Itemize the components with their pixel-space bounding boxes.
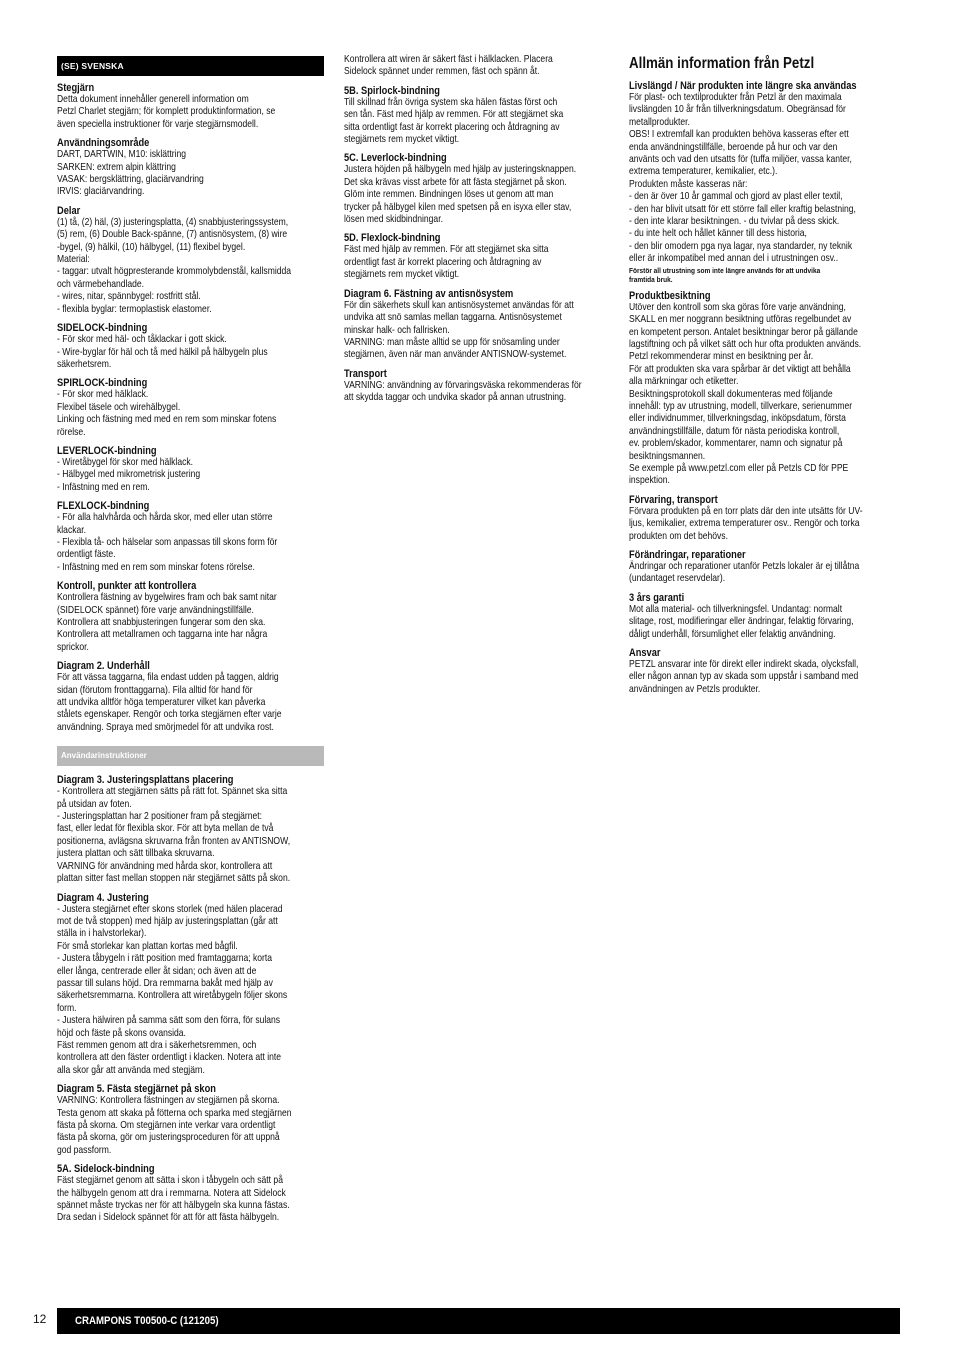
section-body: - Kontrollera att stegjärnen sätts på rätt fot. Spännet ska sitta på utsidan av foten. - Justeringsplattan har 2 positioner fram på stegjärnet: fast, eller ledat för flexibla skor. För att byta mellan de två positionerna, avlägsna skruvarna från fronten av ANTISNOW, justera plattan och sätt tillbaka skruvarna. VARNING för användning med hårda skor, kontrollera att plattan sitter fast mellan stoppen när stegjärnet sätts på skon.	[57, 786, 291, 885]
section	[629, 494, 897, 543]
section-body: VARNING: Kontrollera fästningen av stegjärnen på skorna. Testa genom att skaka på fötterna och sparka med stegjärnen fästa på skorna. Om stegjärnen inte verkar vara ordentligt fästa på skorna, gör om justeringsproceduren för att uppnå god passform.	[57, 1095, 292, 1156]
section-heading: Kontroll, punkter att kontrollera	[57, 580, 197, 593]
section	[57, 205, 324, 316]
section-body: Mot alla material- och tillverkningsfel. Undantag: normalt slitage, rost, modifieringar eller ändringar, felaktig förvaring, dåligt underhåll, försumlighet eller felaktig användning.	[629, 603, 854, 640]
col1b-sections	[57, 774, 324, 1225]
section-heading: Diagram 5. Fästa stegjärnet på skon	[57, 1083, 216, 1096]
section-heading: Förändringar, reparationer	[629, 549, 746, 561]
section	[629, 592, 897, 641]
column-3	[629, 54, 897, 702]
section	[57, 377, 324, 439]
section	[344, 368, 612, 405]
section-heading: Diagram 6. Fästning av antisnösystem	[344, 287, 514, 300]
section-heading: Produktbesiktning	[629, 289, 711, 302]
section-heading: Användningsområde	[57, 137, 150, 150]
section	[57, 445, 324, 494]
column-2	[344, 54, 612, 411]
section-heading: Ansvar	[629, 647, 661, 660]
section-heading: LEVERLOCK-bindning	[57, 444, 157, 457]
section-heading: FLEXLOCK-bindning	[57, 500, 150, 513]
page-number: 12	[33, 1312, 47, 1326]
section	[57, 137, 324, 199]
section-body: DART, DARTWIN, M10: isklättring SARKEN: extrem alpin klättring VASAK: bergsklättring, glaciärvandring IRVIS: glaciärvandring.	[57, 149, 204, 198]
section-note: Förstör all utrustning som inte längre används för att undvika framtida bruk.	[629, 265, 821, 284]
section-body: Förvara produkten på en torr plats där den inte utsätts för UV- ljus, kemikalier, extrema temperaturer osv.. Rengör och torka produkten om det behövs.	[629, 505, 863, 542]
col1-sections	[57, 82, 324, 734]
section	[344, 152, 612, 226]
section-heading: 5C. Leverlock-bindning	[344, 152, 447, 165]
section-heading: Diagram 4. Justering	[57, 891, 149, 904]
section-body: För plast- och textilprodukter från Petzl är den maximala livslängden 10 år från tillverkningsdatum. Obegränsad för metallprodukter. OBS! I extremfall kan produkten behöva kasseras efter ett enda användningstillfälle, beroende på hur och var den använts och vad den utsatts för (tuffa miljöer, vassa kanter, extrema temperaturer, kemikalier, etc.). Produkten måste kasseras när: - den är över 10 år gammal och gjord av plast eller textil, - den har blivit utsatt för ett större fall eller kraftig belastning, - den inte klarar besiktningen. - du tvivlar på dess skick. - du inte helt och hållet känner till dess historia, - den blir omodern pga nya lagar, nya standarder, ny teknik eller är inkompatibel med annan del i utrustningen osv..	[629, 92, 856, 265]
section-heading: SIDELOCK-bindning	[57, 322, 148, 335]
section-body: - För skor med hälklack. Flexibel täsele och wirehälbygel. Linking och fästning med med en rem som minskar fotens rörelse.	[57, 389, 277, 438]
section-heading: Diagram 3. Justeringsplattans placering	[57, 774, 234, 787]
section	[57, 660, 324, 734]
section-body: Fäst med hjälp av remmen. För att stegjärnet ska sitta ordentligt fast är korrekt placering och åtdragning av stegjärnets rem mycket viktigt.	[344, 244, 549, 281]
section	[57, 774, 324, 885]
section-body: PETZL ansvarar inte för direkt eller indirekt skada, olycksfall, eller någon annan typ av skada som uppstår i samband med användningen av Petzls produkter.	[629, 659, 859, 695]
section	[57, 1163, 324, 1225]
section	[57, 580, 324, 654]
footer-bar	[57, 1308, 900, 1334]
section-heading: 5B. Spirlock-bindning	[344, 84, 440, 97]
section-heading: Förvaring, transport	[629, 493, 718, 506]
section-body: VARNING: användning av förvaringsväska rekommenderas för att skydda taggar och undvika skador på annan utrustning.	[344, 379, 582, 404]
section-body: - För alla halvhårda och hårda skor, med eller utan större klackar. - Flexibla tå- och hälselar som anpassas till skons form för ordentligt fäste. - Infästning med en rem som minskar fotens rörelse.	[57, 512, 278, 573]
section-body: Detta dokument innehåller generell information om Petzl Charlet stegjärn; för komplett produktinformation, se även speciella instruktioner för varje stegjärnsmodell.	[57, 94, 276, 130]
section-body: Till skillnad från övriga system ska hälen fästas först och sen tån. Fäst med hjälp av remmen. För att stegjärnet ska sitta ordentligt fast är korrekt placering och åtdragning av stegjärnets rem mycket viktigt.	[344, 96, 564, 146]
section-body: Fäst stegjärnet genom att sätta i skon i tåbygeln och sätt på the hälbygeln genom att dra i remmarna. Notera att Sidelock spännet måste tryckas ner för att hälbygeln ska kunna fästas. Dra sedan i Sidelock spännet för att för att fästa hälbygeln.	[57, 1175, 290, 1224]
section	[629, 549, 897, 586]
section	[629, 290, 897, 488]
section-body: Utöver den kontroll som ska göras före varje användning, SKALL en mer noggrann besiktning utföras regelbundet av en kompetent person. Antalet besiktningar beror på gällande lagstiftning och på vilket sätt och hur ofta produkten används. Petzl rekommenderar minst en besiktning per år. För att produkten ska vara spårbar är det viktigt att behålla alla märkningar och etiketter. Besiktningsprotokoll skall dokumenteras med följande innehåll: typ av utrustning, modell, tillverkare, serienummer eller individnummer, tillverkningsdag, inköpsdatum, första användningstillfälle, datum för nästa periodiska kontroll, ev. problem/skador, kommentarer, namn och signatur på besiktningsmannen. Se exemple på www.petzl.com eller på Petzls CD för PPE inspektion.	[629, 301, 862, 487]
section	[57, 500, 324, 574]
usage-instructions-bar: Användarinstruktioner	[57, 746, 324, 766]
section-heading: 5D. Flexlock-bindning	[344, 232, 441, 245]
section-heading: Delar	[57, 204, 81, 217]
section-heading: Transport	[344, 367, 387, 380]
section-heading: 3 års garanti	[629, 591, 685, 604]
section-heading: SPIRLOCK-bindning	[57, 377, 148, 390]
section-body: - Wiretåbygel för skor med hälklack. - Hälbygel med mikrometrisk justering - Infästning med en rem.	[57, 456, 201, 493]
section	[629, 647, 897, 696]
section-heading: Livslängd / När produkten inte längre ska användas	[629, 80, 857, 92]
section-heading: Diagram 2. Underhåll	[57, 660, 150, 673]
section-body: - För skor med häl- och tåklackar i gott skick. - Wire-byglar för häl och tå med hälkil på hälbygeln plus säkerhetsrem.	[57, 334, 268, 370]
section	[344, 232, 612, 281]
footer-title: CRAMPONS T00500-C (121205)	[75, 1315, 219, 1327]
section	[57, 1083, 324, 1157]
section	[344, 288, 612, 362]
section-continuation	[344, 54, 612, 79]
section-body: (1) tå, (2) häl, (3) justeringsplatta, (4) snabbjusteringssystem, (5) rem, (6) Double Back-spänne, (7) antisnösystem, (8) wire -bygel, (9) hälkil, (10) hälbygel, (11) flexibel bygel. Material: - taggar: utvalt högpresterande krommolybdenstål, kallsmidda och värmebehandlade. - wires, nitar, spännbygel: rostfritt stål. - flexibla byglar: termoplastisk elastomer.	[57, 216, 292, 315]
section	[344, 85, 612, 147]
general-info-title: Allmän information från Petzl	[629, 55, 815, 72]
continuation-text: Kontrollera att wiren är säkert fäst i hälklacken. Placera Sidelock spännet under remmen, fäst och spänn åt.	[344, 54, 553, 78]
language-bar: (SE) SVENSKA	[57, 56, 324, 76]
section	[629, 80, 897, 284]
section-body: Kontrollera fästning av bygelwires fram och bak samt nitar (SIDELOCK spännet) före varje användningstillfälle. Kontrollera att snabbjusteringen fungerar som den ska. Kontrollera att metallramen och taggarna inte har några sprickor.	[57, 592, 277, 653]
section-body: Ändringar och reparationer utanför Petzls lokaler är ej tillåtna (undantaget reservdelar).	[629, 561, 860, 585]
section-heading: Stegjärn	[57, 82, 95, 94]
section-heading: 5A. Sidelock-bindning	[57, 1163, 155, 1176]
section-body: För din säkerhets skull kan antisnösystemet användas för att undvika att snö samlas mellan taggarna. Antisnösystemet minskar halk- och fallrisken. VARNING: man måste alltid se upp för snösamling under stegjärnen, även när man använder ANTISNOW-systemet.	[344, 299, 574, 361]
section	[57, 82, 324, 131]
section	[57, 322, 324, 371]
section-body: Justera höjden på hälbygeln med hjälp av justeringsknappen. Det ska krävas visst arbete för att fästa stegjärnet på skon. Glöm inte remmen. Bindningen löses ut genom att man trycker på hälbygel kilen med spetsen på en isyxa eller stav, lösen med skidbindningar.	[344, 164, 577, 226]
section-body: - Justera stegjärnet efter skons storlek (med hälen placerad mot de två stoppen) med hjälp av justeringsplattan (går att ställa in i halvstorlekar). För små storlekar kan plattan kortas med bågfil. - Justera tåbygeln i rätt position med framtaggarna; korta eller långa, centrerade eller åt sidan; och även att de passar till sulans höjd. Dra remmarna bakåt med hjälp av säkerhetsremmarna. Kontrollera att wiretåbygeln följer skons form. - Justera hälwiren på samma sätt som den förra, för sulans höjd och fäste på skons ovansida. Fäst remmen genom att dra i säkerhetsremmen, och kontrollera att den fäster ordentligt i klacken. Notera att inte alla skor går att använda med stegjärn.	[57, 903, 288, 1076]
section-body: För att vässa taggarna, fila endast udden på taggen, aldrig sidan (förutom fronttaggarna). Fila alltid för hand för att undvika alltför höga temperaturer vilket kan påverka stålets egenskaper. Rengör och torka stegjärnen efter varje användning. Spraya med smörjmedel för att undvika rost.	[57, 672, 282, 733]
column-1	[57, 56, 324, 1231]
section	[57, 892, 324, 1078]
